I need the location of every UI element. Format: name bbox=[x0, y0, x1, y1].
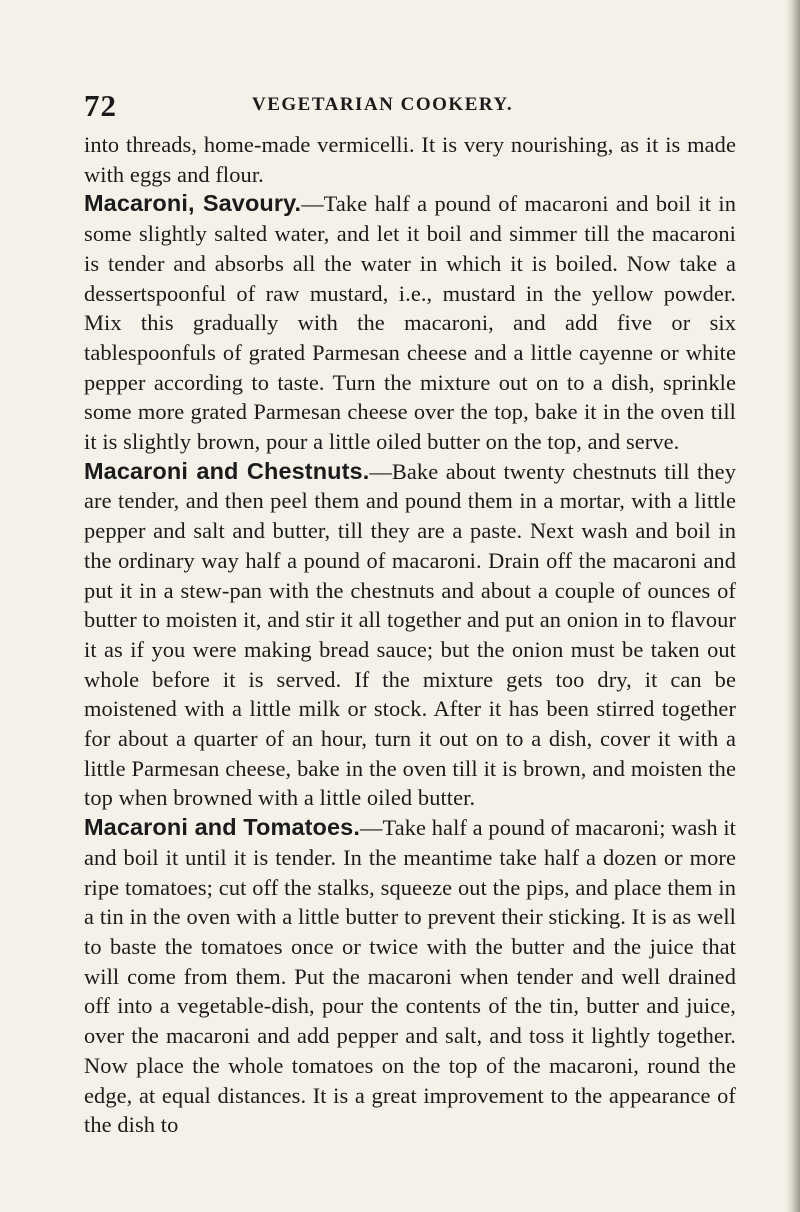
paragraph-continuation bbox=[84, 130, 736, 189]
page-number: 72 bbox=[84, 88, 117, 123]
running-head: VEGETARIAN COOKERY. bbox=[252, 94, 514, 115]
recipe-text: —Take half a pound of macaroni; wash it and boil it until it is tender. In the meantime take half a dozen or more ripe tomatoes; cut off the stalks, squeeze out the pips, and place them in a tin in the oven with a little butter to prevent their sticking. It is as well to baste the tomatoes once or twice with the butter and the juice that will come from them. Put the macaroni when tender and well drained off into a vegetable-dish, pour the contents of the tin, butter and juice, over the macaroni and add pepper and salt, and toss it lightly together. Now place the whole tomatoes on the top of the macaroni, round the edge, at equal distances. It is a great improvement to the appearance of the dish to bbox=[84, 815, 736, 1138]
recipe-macaroni-savoury bbox=[84, 189, 736, 456]
recipe-title: Macaroni, Savoury. bbox=[84, 190, 302, 217]
recipe-text: —Bake about twenty chestnuts till they are tender, and then peel them and pound them in a mortar, with a little pepper and salt and butter, till they are a paste. Next wash and boil in the ordinary way half a pound of macaroni. Drain off the macaroni and put it in a stew-pan with the chestnuts and about a couple of ounces of butter to moisten it, and stir it all together and put an onion in to flavour it as if you were making bread sauce; but the onion must be taken out whole before it is served. If the mixture gets too dry, it can be moistened with a little milk or stock. After it has been stirred together for about a quarter of an hour, turn it out on to a dish, cover it with a little Parmesan cheese, bake in the oven till it is brown, and moisten the top when browned with a little oiled butter. bbox=[84, 458, 736, 811]
recipe-title: Macaroni and Tomatoes. bbox=[84, 814, 360, 841]
recipe-macaroni-tomatoes bbox=[84, 813, 736, 1140]
page-edge-shadow bbox=[786, 0, 800, 1212]
recipe-text: —Take half a pound of macaroni and boil it in some slightly salted water, and let it boil and simmer till the macaroni is tender and absorbs all the water in which it is boiled. Now take a dessertspoonful of raw mustard, i.e., mustard in the yellow powder. Mix this gradually with the macaroni, and add five or six tablespoonfuls of grated Parmesan cheese and a little cayenne or white pepper according to taste. Turn the mixture out on to a dish, sprinkle some more grated Parmesan cheese over the top, bake it in the oven till it is slightly brown, pour a little oiled butter on the top, and serve. bbox=[84, 191, 736, 455]
paragraph-text: into threads, home-made vermicelli. It is very nourishing, as it is made with eggs and flour. bbox=[84, 132, 736, 187]
page-header bbox=[84, 88, 734, 123]
body-text bbox=[84, 130, 736, 1140]
recipe-macaroni-chestnuts bbox=[84, 457, 736, 813]
recipe-title: Macaroni and Chestnuts. bbox=[84, 457, 370, 484]
